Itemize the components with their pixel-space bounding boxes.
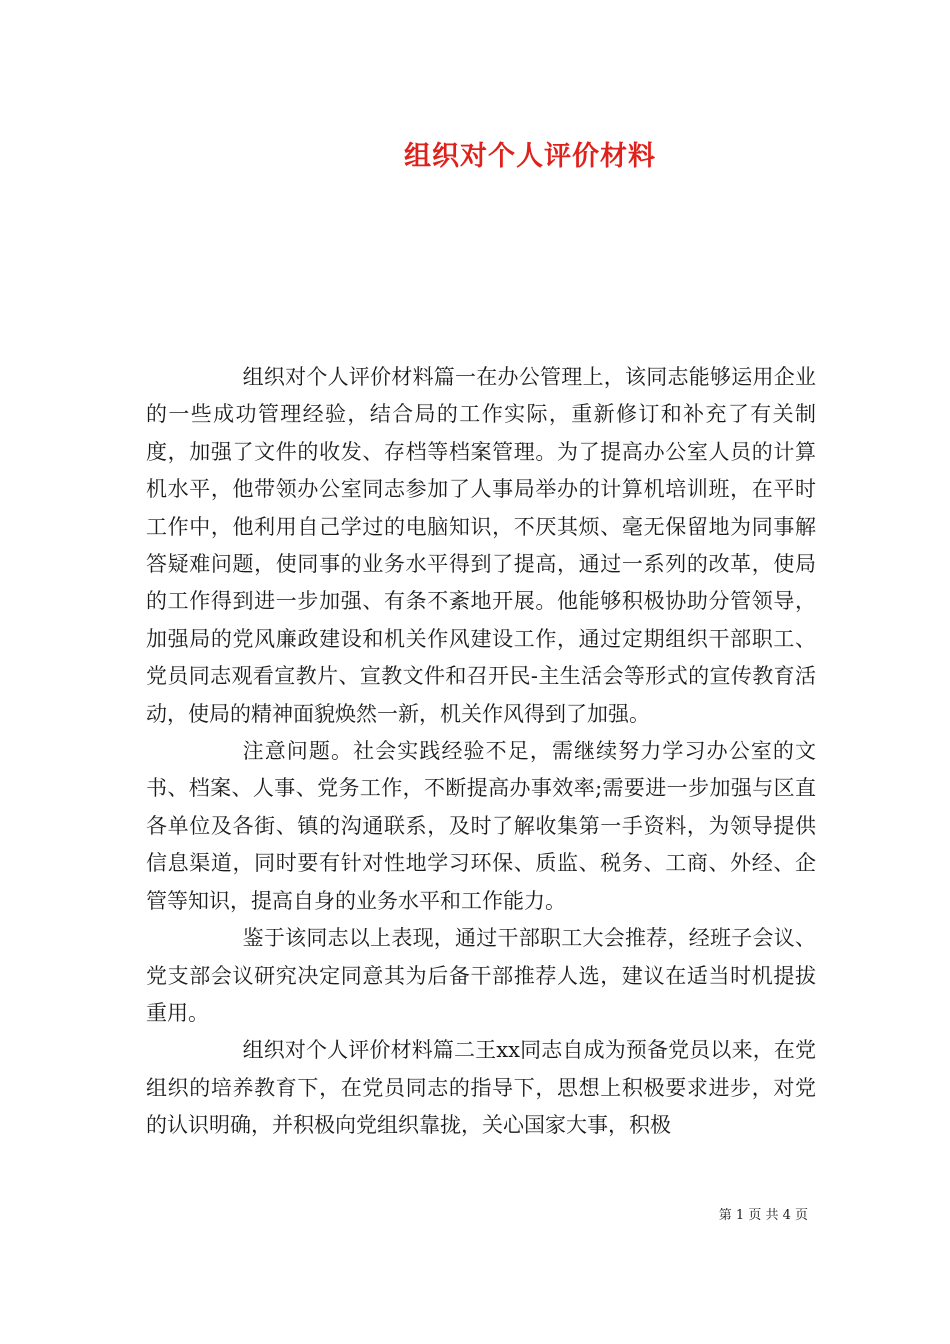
paragraph-3: 鉴于该同志以上表现，通过干部职工大会推荐，经班子会议、党支部会议研究决定同意其为后备干部推荐人选，建议在适当时机提拔重用。: [146, 926, 816, 1025]
document-body: [146, 359, 816, 1145]
paragraph-4: 组织对个人评价材料篇二王xx同志自成为预备党员以来，在党组织的培养教育下，在党员同志的指导下，思想上积极要求进步，对党的认识明确，并积极向党组织靠拢，关心国家大事，积极: [146, 1038, 816, 1138]
paragraph-1: 组织对个人评价材料篇一在办公管理上，该同志能够运用企业的一些成功管理经验，结合局的工作实际，重新修订和补充了有关制度，加强了文件的收发、存档等档案管理。为了提高办公室人员的计算机水平，他带领办公室同志参加了人事局举办的计算机培训班，在平时工作中，他利用自己学过的电脑知识，不厌其烦、毫无保留地为同事解答疑难问题，使同事的业务水平得到了提高，通过一系列的改革，使局的工作得到进一步加强、有条不紊地开展。他能够积极协助分管领导，加强局的党风廉政建设和机关作风建设工作，通过定期组织干部职工、党员同志观看宣教片、宣教文件和召开民-主生活会等形式的宣传教育活动，使局的精神面貌焕然一新，机关作风得到了加强。: [146, 365, 816, 726]
document-title: 组织对个人评价材料: [404, 141, 656, 172]
page-number: 第 1 页 共 4 页: [718, 1208, 808, 1223]
paragraph-2: 注意问题。社会实践经验不足，需继续努力学习办公室的文书、档案、人事、党务工作，不断提高办事效率;需要进一步加强与区直各单位及各街、镇的沟通联系，及时了解收集第一手资料，为领导提供信息渠道，同时要有针对性地学习环保、质监、税务、工商、外经、企管等知识，提高自身的业务水平和工作能力。: [146, 739, 816, 913]
